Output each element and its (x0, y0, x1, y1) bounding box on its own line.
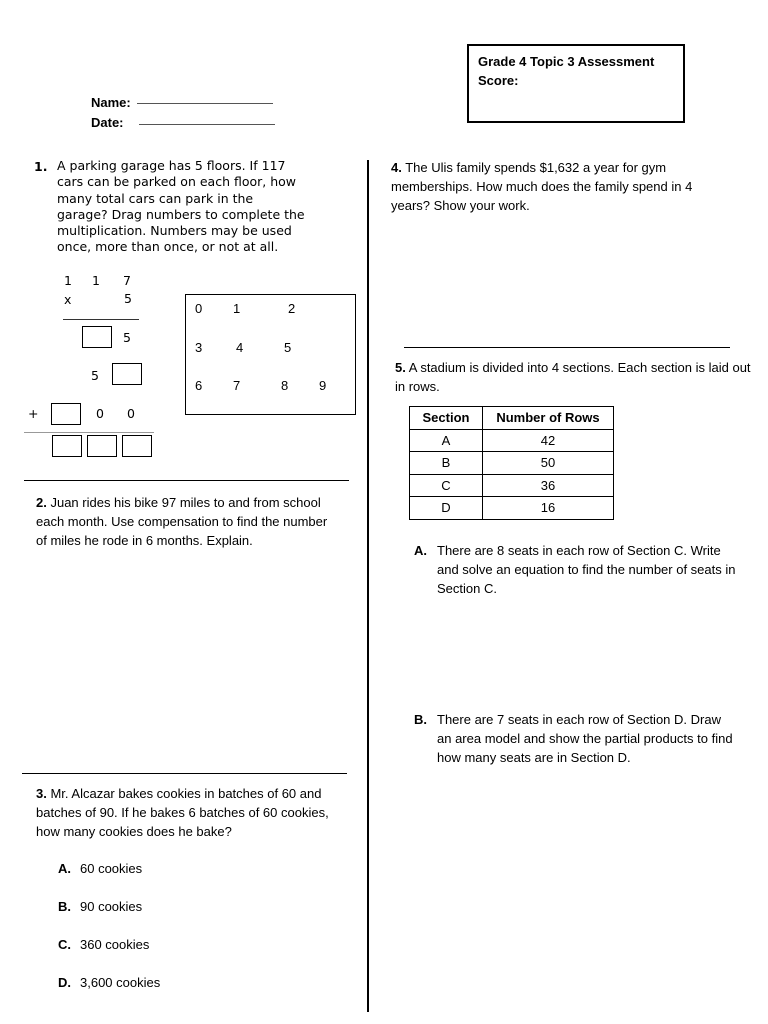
q1-sum-line (24, 432, 154, 433)
q1-top-digit-1: 1 (64, 273, 72, 288)
q1-drop-box[interactable] (82, 326, 112, 348)
q3-option-text: 360 cookies (80, 937, 150, 952)
assessment-title: Grade 4 Topic 3 Assessment (478, 54, 655, 69)
table-cell: 16 (483, 497, 614, 520)
q3-option-b[interactable] (58, 899, 142, 914)
q1-answer-box[interactable] (52, 435, 82, 457)
q1-tile[interactable]: 5 (284, 340, 292, 355)
q1-tile[interactable]: 9 (319, 378, 327, 393)
q1-answer-box[interactable] (122, 435, 152, 457)
q3-block (36, 784, 336, 841)
q5-block (395, 358, 755, 396)
rows-table (409, 406, 614, 520)
q3-option-c[interactable] (58, 937, 149, 952)
q4-block (391, 158, 721, 215)
q1-number: 1. (34, 159, 48, 174)
table-row (410, 452, 614, 475)
q1-tile[interactable]: 2 (288, 301, 296, 316)
q1-row1-digit: 5 (123, 330, 131, 345)
table-row (410, 429, 614, 452)
table-cell: C (410, 474, 483, 497)
q1-top-digit-2: 1 (92, 273, 100, 288)
q3-option-letter: D. (58, 975, 71, 990)
date-label: Date: (91, 115, 124, 130)
section-divider (404, 347, 730, 348)
q1-text: A parking garage has 5 floors. If 117 cars can be parked on each floor, how many total cars can park in the garage? Drag numbers to complete the multiplication. Numbers may be used once, more than once, or not at all. (57, 158, 305, 255)
table-cell: 50 (483, 452, 614, 475)
column-divider (367, 160, 369, 1012)
q1-drop-box[interactable] (51, 403, 81, 425)
table-cell: B (410, 452, 483, 475)
q3-option-d[interactable] (58, 975, 160, 990)
score-box (467, 44, 685, 123)
q3-number: 3. (36, 786, 47, 801)
table-cell: 42 (483, 429, 614, 452)
q1-tile[interactable]: 3 (195, 340, 203, 355)
section-divider (22, 773, 347, 774)
table-header-row (410, 407, 614, 430)
q1-multiplier: 5 (124, 291, 132, 306)
q5-part-a-text: There are 8 seats in each row of Section C. Write and solve an equation to find the number of seats in Section C. (437, 543, 736, 596)
q1-row3-digit-1: 0 (96, 406, 104, 421)
q2-block (36, 493, 336, 550)
q1-tile[interactable]: 0 (195, 301, 203, 316)
score-label: Score: (478, 73, 519, 88)
table-cell: 36 (483, 474, 614, 497)
q3-option-text: 3,600 cookies (80, 975, 161, 990)
q1-times-sign: x (64, 292, 72, 307)
q3-option-a[interactable] (58, 861, 142, 876)
table-header: Number of Rows (483, 407, 614, 430)
q2-text: Juan rides his bike 97 miles to and from school each month. Use compensation to find the number of miles he rode in 6 months. Explain. (36, 495, 328, 548)
q1-plus-sign: + (28, 406, 39, 421)
q5-text: A stadium is divided into 4 sections. Each section is laid out in rows. (395, 360, 751, 394)
q4-text: The Ulis family spends $1,632 a year for gym memberships. How much does the family spend in 4 years? Show your work. (391, 160, 693, 213)
q2-number: 2. (36, 495, 47, 510)
q1-tile[interactable]: 8 (281, 378, 289, 393)
table-row (410, 474, 614, 497)
q1-row3-digit-2: 0 (127, 406, 135, 421)
q5-part-b-letter: B. (414, 712, 427, 727)
q1-product-line (63, 319, 139, 320)
q1-tile[interactable]: 7 (233, 378, 241, 393)
table-cell: D (410, 497, 483, 520)
table-cell: A (410, 429, 483, 452)
q3-option-text: 90 cookies (80, 899, 143, 914)
q4-number: 4. (391, 160, 402, 175)
q3-option-letter: C. (58, 937, 71, 952)
table-header: Section (410, 407, 483, 430)
table-row (410, 497, 614, 520)
q1-tile[interactable]: 6 (195, 378, 203, 393)
q5-number: 5. (395, 360, 406, 375)
q3-option-letter: B. (58, 899, 71, 914)
name-label: Name: (91, 95, 131, 110)
q1-answer-box[interactable] (87, 435, 117, 457)
q3-option-letter: A. (58, 861, 71, 876)
name-line[interactable] (137, 103, 273, 104)
q1-row2-digit: 5 (91, 368, 99, 383)
q5-part-a-letter: A. (414, 543, 427, 558)
q3-option-text: 60 cookies (80, 861, 143, 876)
date-line[interactable] (139, 124, 275, 125)
q5-part-b-text: There are 7 seats in each row of Section D. Draw an area model and show the partial products to find how many seats are in Section D. (437, 712, 733, 765)
q1-drop-box[interactable] (112, 363, 142, 385)
q1-tile-bank (185, 294, 356, 415)
q1-tile[interactable]: 1 (233, 301, 241, 316)
q3-text: Mr. Alcazar bakes cookies in batches of 60 and batches of 90. If he bakes 6 batches of 60 cookies, how many cookies does he bake? (36, 786, 329, 839)
section-divider (24, 480, 349, 481)
q1-top-digit-3: 7 (123, 273, 131, 288)
q1-tile[interactable]: 4 (236, 340, 244, 355)
